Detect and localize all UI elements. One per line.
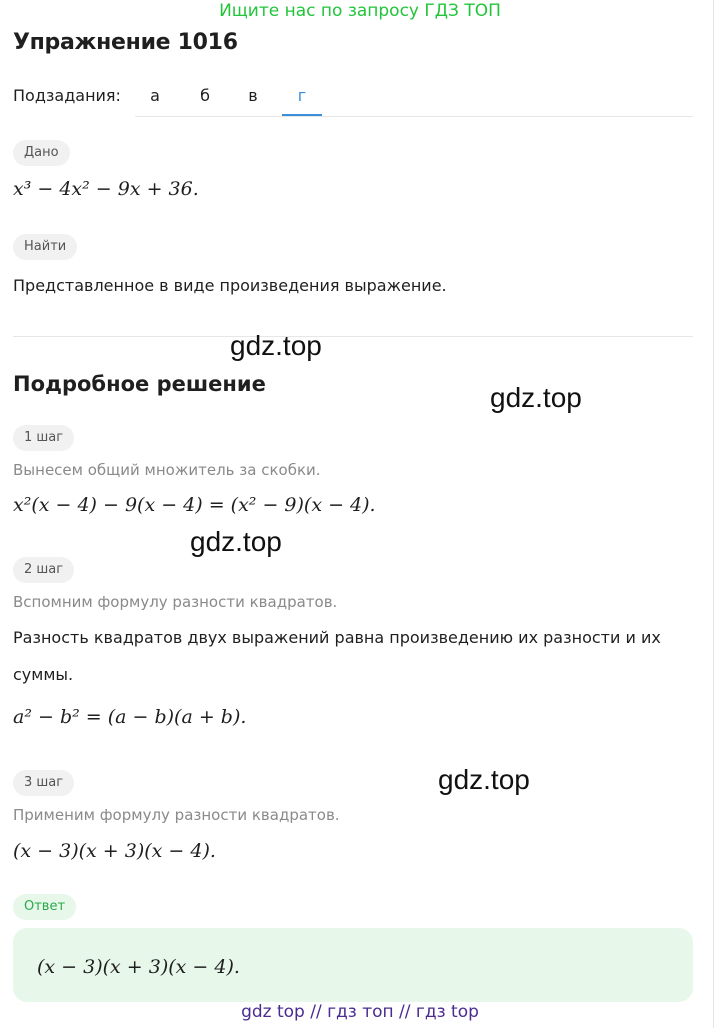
- watermark: gdz.top: [438, 764, 530, 795]
- tab-a[interactable]: а: [150, 86, 160, 105]
- subtasks-label: Подзадания:: [13, 86, 121, 105]
- step-2-expression: a² − b² = (a − b)(a + b).: [13, 706, 247, 728]
- promo-banner[interactable]: Ищите нас по запросу ГДЗ ТОП: [219, 1, 501, 21]
- footer-links[interactable]: gdz top // гдз топ // гдз top: [241, 1002, 479, 1022]
- answer-section: [13, 894, 76, 920]
- answer-box: [13, 928, 693, 1002]
- step-3-expression: (x − 3)(x + 3)(x − 4).: [13, 840, 216, 862]
- step-1: [13, 425, 74, 451]
- step-chip: 1 шаг: [13, 425, 74, 451]
- watermark: gdz.top: [230, 330, 322, 361]
- find-section: [13, 234, 77, 260]
- watermark: gdz.top: [190, 526, 282, 557]
- answer-expression: (x − 3)(x + 3)(x − 4).: [37, 956, 240, 978]
- find-text: Представленное в виде произведения выражение.: [13, 276, 447, 295]
- step-2-hint: Вспомним формулу разности квадратов.: [13, 593, 338, 611]
- step-3: [13, 770, 74, 796]
- section-divider: [13, 336, 693, 337]
- page-title: Упражнение 1016: [13, 30, 238, 55]
- step-chip: 3 шаг: [13, 770, 74, 796]
- subtask-tabs: [135, 78, 693, 117]
- step-1-expression: x²(x − 4) − 9(x − 4) = (x² − 9)(x − 4).: [13, 494, 376, 516]
- tab-b[interactable]: б: [200, 86, 210, 105]
- step-3-hint: Применим формулу разности квадратов.: [13, 806, 340, 824]
- tab-g[interactable]: г: [282, 78, 322, 116]
- step-2-text-line1: Разность квадратов двух выражений равна произведению их разности и их: [13, 628, 661, 647]
- answer-chip: Ответ: [13, 894, 76, 920]
- given-expression: x³ − 4x² − 9x + 36.: [13, 178, 199, 200]
- step-chip: 2 шаг: [13, 557, 74, 583]
- find-chip: Найти: [13, 234, 77, 260]
- step-1-hint: Вынесем общий множитель за скобки.: [13, 461, 321, 479]
- watermark: gdz.top: [490, 382, 582, 413]
- step-2: [13, 557, 74, 583]
- solution-heading: Подробное решение: [13, 372, 266, 396]
- tab-v[interactable]: в: [248, 86, 258, 105]
- given-section: [13, 140, 70, 166]
- given-chip: Дано: [13, 140, 70, 166]
- step-2-text-line2: суммы.: [13, 665, 74, 684]
- page-right-border: [713, 0, 714, 1028]
